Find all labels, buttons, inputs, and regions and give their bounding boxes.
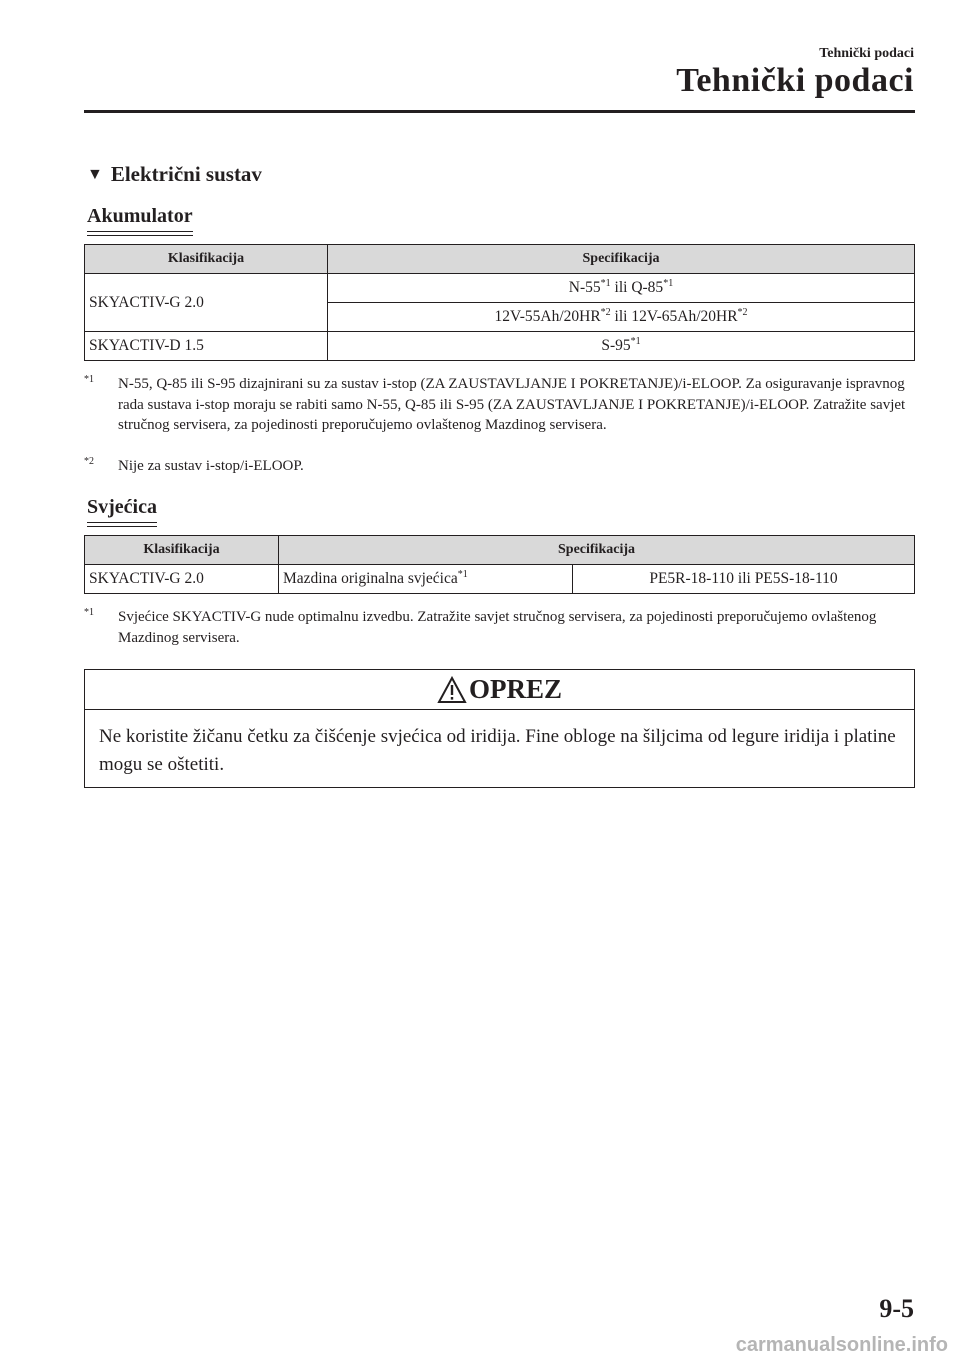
caution-body: Ne koristite žičanu četku za čišćenje svjećica od iridija. Fine obloge na šiljcima od legure iridija i platine mogu se oštetiti. bbox=[99, 726, 896, 775]
footnote-ref: *2 bbox=[737, 306, 748, 318]
svjecica-table bbox=[84, 535, 915, 594]
section-title bbox=[87, 162, 262, 187]
footnote-ref: *1 bbox=[663, 277, 674, 289]
table-row bbox=[85, 274, 915, 303]
spec-value: 12V-55Ah/20HR bbox=[494, 308, 601, 325]
column-header-classification: Klasifikacija bbox=[85, 245, 328, 274]
spec-value-cell: PE5R-18-110 ili PE5S-18-110 bbox=[573, 565, 915, 594]
watermark: carmanualsonline.info bbox=[735, 1334, 948, 1356]
caution-box bbox=[84, 669, 915, 788]
table-row bbox=[85, 332, 915, 361]
spec-value: ili Q-85 bbox=[610, 279, 664, 296]
footnote-ref: *1 bbox=[600, 277, 611, 289]
akumulator-heading: Akumulator bbox=[87, 205, 193, 232]
footnote bbox=[84, 374, 916, 436]
footnote-text: Svjećice SKYACTIV-G nude optimalnu izvedbu. Zatražite savjet stručnog servisera, za pojedinosti preporučujemo ovlaštenog Mazdinog servisera. bbox=[118, 609, 877, 646]
table-header-row bbox=[85, 245, 915, 274]
spec-value: S-95 bbox=[601, 337, 631, 354]
footnote-ref: *1 bbox=[457, 568, 468, 580]
section-title-text: Električni sustav bbox=[110, 162, 262, 186]
spec-cell bbox=[328, 332, 915, 361]
classification-cell: SKYACTIV-D 1.5 bbox=[85, 332, 328, 361]
footnote-mark: *1 bbox=[84, 374, 94, 385]
table-header-row bbox=[85, 536, 915, 565]
page-number: 9-5 bbox=[879, 1294, 914, 1323]
header-rule bbox=[84, 110, 915, 113]
header-big-title: Tehnički podaci bbox=[676, 62, 914, 99]
spec-cell bbox=[328, 303, 915, 332]
classification-cell: SKYACTIV-G 2.0 bbox=[85, 274, 328, 332]
footnote-text: N-55, Q-85 ili S-95 dizajnirani su za sustav i-stop (ZA ZAUSTAVLJANJE I POKRETANJE)/i-ELOOP. Za osiguravanje ispravnog rada sustava i-stop moraju se rabiti samo N-55, Q-85 ili S-95 (ZA ZAUSTAVLJANJE I POKRETANJE)/i-ELOOP. Zatražite savjet stručnog servisera, za pojedinosti preporučujemo ovlaštenog Mazdinog servisera. bbox=[118, 376, 906, 433]
triangle-marker-icon: ▼ bbox=[87, 165, 103, 183]
column-header-classification: Klasifikacija bbox=[85, 536, 279, 565]
classification-cell: SKYACTIV-G 2.0 bbox=[85, 565, 279, 594]
footnote-ref: *2 bbox=[600, 306, 611, 318]
spec-part-cell bbox=[279, 565, 573, 594]
column-header-specification: Specifikacija bbox=[279, 536, 915, 565]
footnote-mark: *1 bbox=[84, 607, 94, 618]
spec-value: ili 12V-65Ah/20HR bbox=[610, 308, 738, 325]
table-row bbox=[85, 565, 915, 594]
warning-triangle-icon bbox=[437, 676, 467, 704]
caution-title: OPREZ bbox=[468, 674, 562, 704]
footnote-ref: *1 bbox=[630, 335, 641, 347]
footnote-text: Nije za sustav i-stop/i-ELOOP. bbox=[118, 458, 304, 474]
header-small-title: Tehnički podaci bbox=[819, 46, 914, 61]
caution-header bbox=[85, 670, 914, 710]
svjecica-heading: Svjećica bbox=[87, 496, 157, 523]
footnote bbox=[84, 607, 916, 648]
spec-part: Mazdina originalna svjećica bbox=[283, 570, 458, 587]
spec-cell bbox=[328, 274, 915, 303]
footnote-mark: *2 bbox=[84, 456, 94, 467]
footnote bbox=[84, 456, 916, 477]
column-header-specification: Specifikacija bbox=[328, 245, 915, 274]
akumulator-table bbox=[84, 244, 915, 361]
spec-value: N-55 bbox=[568, 279, 601, 296]
